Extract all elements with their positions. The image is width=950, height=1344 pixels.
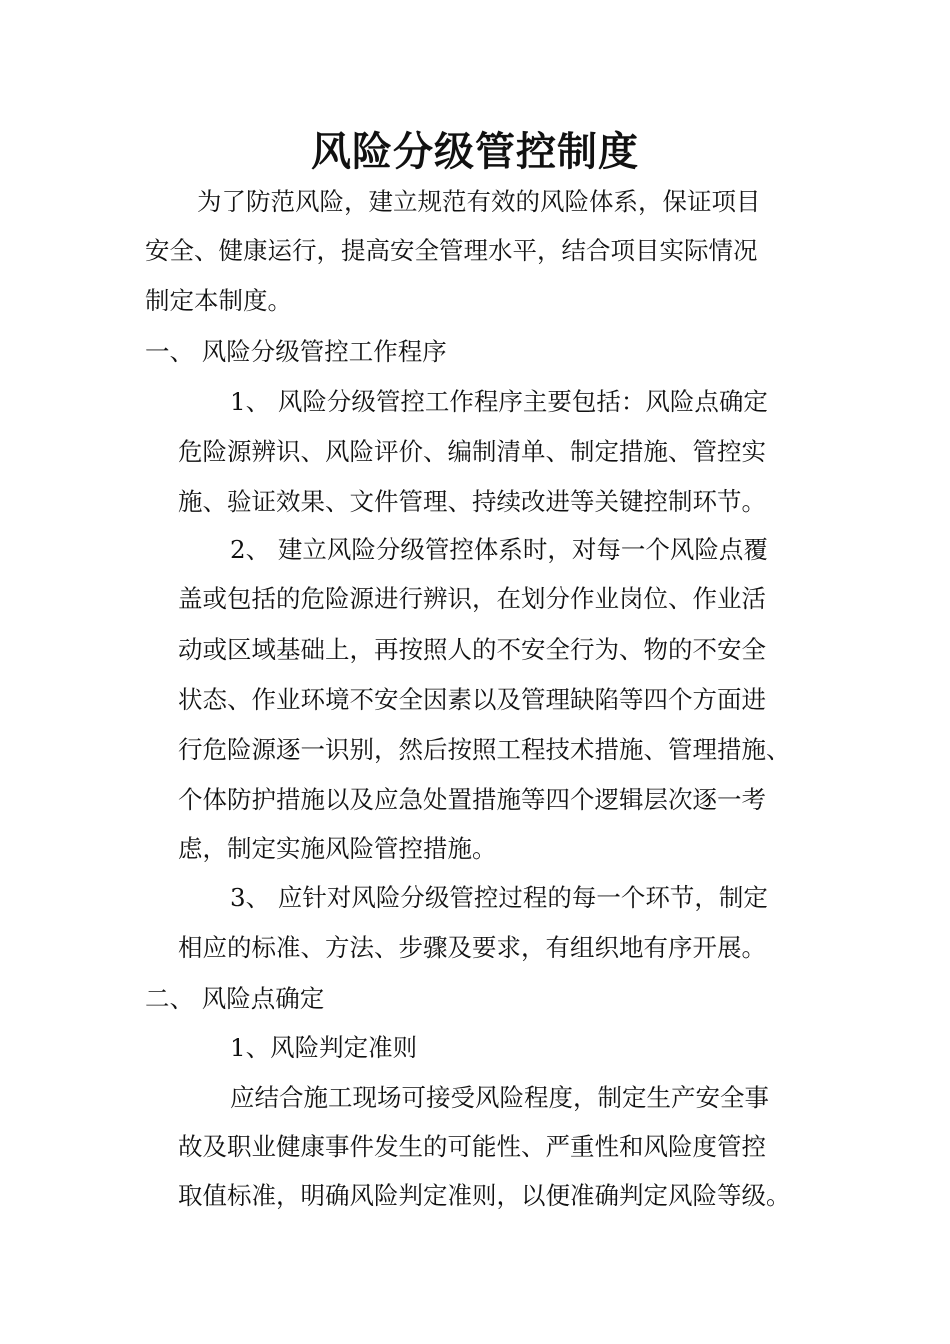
intro-line-1: 为了防范风险，建立规范有效的风险体系，保证项目 bbox=[197, 187, 761, 216]
item-2-line-6: 个体防护措施以及应急处置措施等四个逻辑层次逐一考 bbox=[178, 785, 766, 814]
item-2-line-2: 盖或包括的危险源进行辨识，在划分作业岗位、作业活 bbox=[178, 584, 766, 613]
subsection-heading-1: 1、风险判定准则 bbox=[230, 1033, 418, 1062]
item-3-line-2: 相应的标准、方法、步骤及要求，有组织地有序开展。 bbox=[178, 933, 766, 962]
item-3-line-1: 3、 应针对风险分级管控过程的每一个环节，制定 bbox=[230, 883, 768, 912]
intro-line-2: 安全、健康运行，提高安全管理水平，结合项目实际情况 bbox=[145, 236, 758, 265]
item-1-line-3: 施、验证效果、文件管理、持续改进等关键控制环节。 bbox=[178, 487, 766, 516]
criteria-line-2: 故及职业健康事件发生的可能性、严重性和风险度管控 bbox=[178, 1132, 766, 1161]
item-2-line-7: 虑，制定实施风险管控措施。 bbox=[178, 834, 497, 863]
item-1-line-2: 危险源辨识、风险评价、编制清单、制定措施、管控实 bbox=[178, 437, 766, 466]
item-1-line-1: 1、 风险分级管控工作程序主要包括：风险点确定 bbox=[230, 387, 768, 416]
section-heading-2: 二、 风险点确定 bbox=[145, 984, 325, 1013]
intro-line-3: 制定本制度。 bbox=[145, 286, 292, 315]
item-2-line-3: 动或区域基础上，再按照人的不安全行为、物的不安全 bbox=[178, 635, 766, 664]
section-heading-1: 一、 风险分级管控工作程序 bbox=[145, 337, 447, 366]
item-2-line-1: 2、 建立风险分级管控体系时，对每一个风险点覆 bbox=[230, 535, 768, 564]
criteria-line-1: 应结合施工现场可接受风险程度，制定生产安全事 bbox=[230, 1083, 769, 1112]
document-title: 风险分级管控制度 bbox=[311, 128, 639, 175]
item-2-line-5: 行危险源逐一识别，然后按照工程技术措施、管理措施、 bbox=[178, 735, 791, 764]
item-2-line-4: 状态、作业环境不安全因素以及管理缺陷等四个方面进 bbox=[178, 685, 766, 714]
criteria-line-3: 取值标准，明确风险判定准则，以便准确判定风险等级。 bbox=[178, 1181, 791, 1210]
